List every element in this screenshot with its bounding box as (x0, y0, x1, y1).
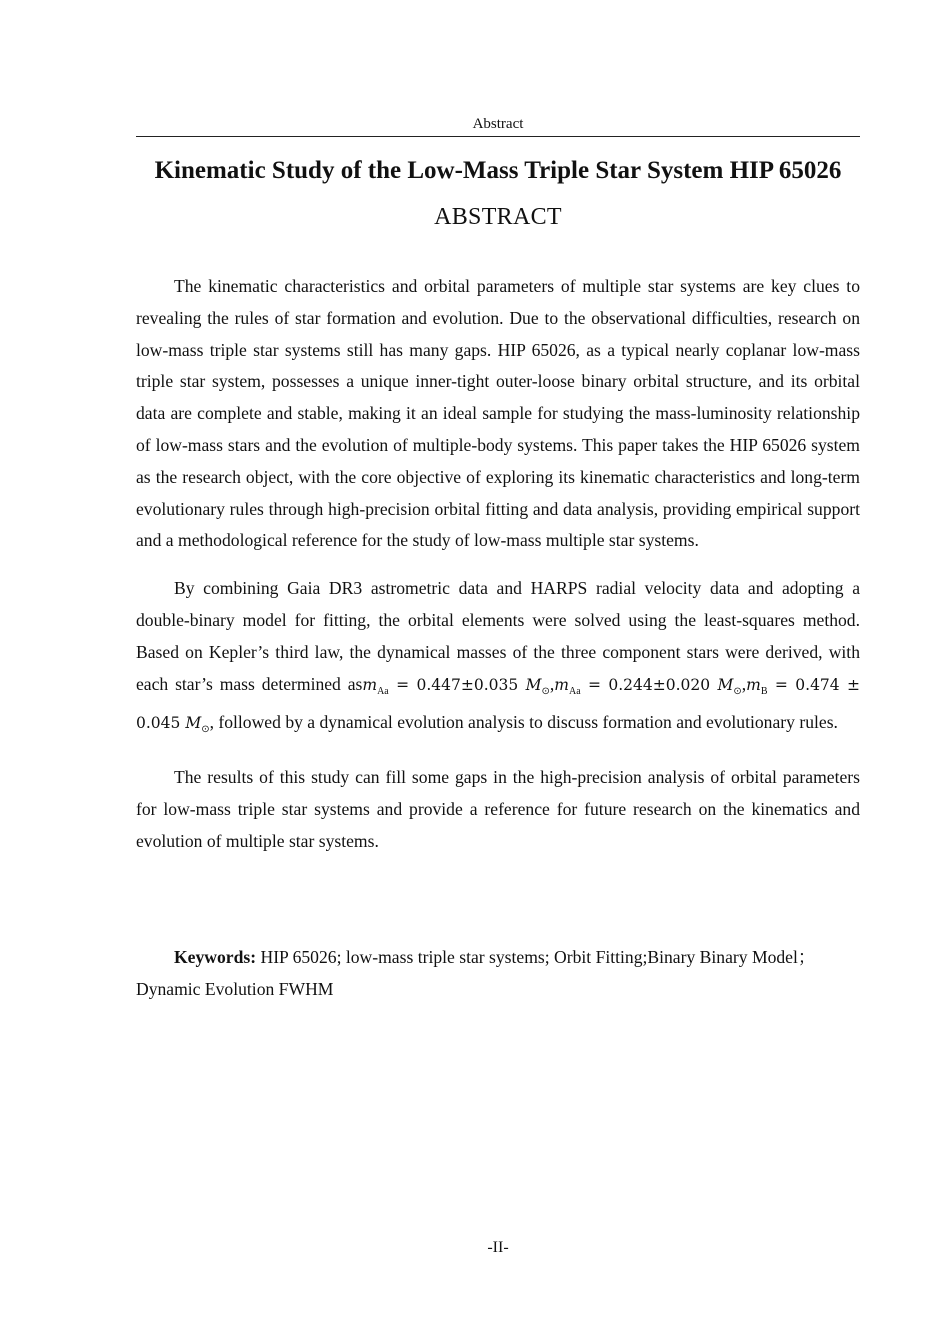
paragraph-2-outro: , followed by a dynamical evolution analysis to discuss formation and evolutionary rules. (209, 712, 838, 733)
mass-aa-formula: $m_{Aa} = 0.447\pm 0.035$ $M_⊙$ (362, 675, 550, 697)
page-title: Kinematic Study of the Low-Mass Triple Star System HIP 65026 (154, 157, 842, 184)
running-head: Abstract (472, 116, 524, 132)
header-rule (136, 136, 860, 137)
abstract-paragraph-2: By combining Gaia DR3 astrometric data and HARPS radial velocity data and adopting a double-binary model for fitting, the orbital elements were solved using the least-squares method. Based on Kepler’s third law, the dynamical masses of the three component stars were derived, with each star’s mass determined asm$_{Aa}$ = 0.447±0.035 $M_⊙,m_{Aa} = 0.244\pm 0.020$ $M_⊙,m_B = 0.474 \pm 0.045$ $M_⊙$, followed by a dynamical evolution analysis to discuss formation and evolutionary rules. (136, 578, 861, 736)
page-number: -II- (487, 1239, 509, 1256)
abstract-paragraph-3: The results of this study can fill some gaps in the high-precision analysis of orbital parameters for low-mass triple star systems and provide a reference for future research on the kinematics and evolution of multiple star systems. (136, 767, 860, 851)
section-heading: ABSTRACT (434, 204, 562, 230)
keywords (136, 942, 860, 1006)
paragraph-2-intro: By combining Gaia DR3 astrometric data and HARPS radial velocity data and adopting a double-binary model for fitting, the orbital elements were solved using the least-squares method. Based on Kepler’s third law, the dynamical masses of the three component stars were derived, with each star’s mass determined as (136, 578, 860, 694)
keywords-label: Keywords: (174, 947, 257, 967)
keywords-list: HIP 65026; low-mass triple star systems; Orbit Fitting;Binary Binary Model；Dynamic Evolution FWHM (136, 947, 816, 999)
mass-aa-second-formula: $m_{Aa} = 0.244\pm 0.020$ $M_⊙$ (554, 675, 742, 697)
abstract-paragraph-1: The kinematic characteristics and orbital parameters of multiple star systems are key clues to revealing the rules of star formation and evolution. Due to the observational difficulties, research on low-mass triple star systems still has many gaps. HIP 65026, as a typical nearly coplanar low-mass triple star system, possesses a unique inner-tight outer-loose binary orbital structure, and its orbital data are complete and stable, making it an ideal sample for studying the mass-luminosity relationship of low-mass stars and the evolution of multiple-body systems. This paper takes the HIP 65026 system as the research object, with the core objective of exploring its kinematic characteristics and long-term evolutionary rules through high-precision orbital fitting and data analysis, providing empirical support and a methodological reference for the study of low-mass multiple star systems. (136, 276, 860, 551)
mass-b-formula: $m_B = 0.474 \pm 0.045$ $M_⊙$ (136, 675, 861, 736)
abstract-body (136, 271, 860, 874)
